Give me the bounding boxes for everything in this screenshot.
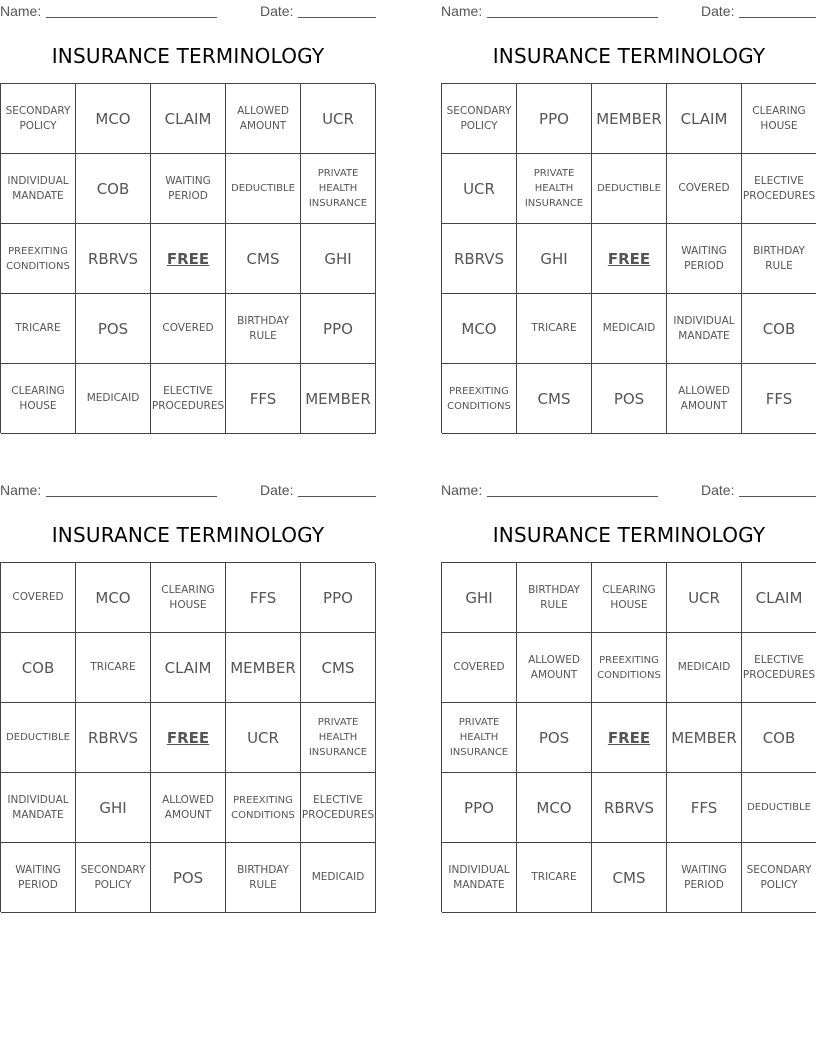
bingo-cell: CLEARING HOUSE — [151, 563, 226, 633]
bingo-cell: WAITING PERIOD — [667, 843, 742, 913]
bingo-cell: ALLOWED AMOUNT — [226, 84, 301, 154]
bingo-cell: PPO — [301, 563, 376, 633]
name-label: Name: — [0, 482, 42, 498]
bingo-grid — [441, 562, 816, 912]
bingo-cell: FFS — [742, 364, 816, 434]
bingo-cell: POS — [592, 364, 667, 434]
bingo-cell: MCO — [76, 563, 151, 633]
bingo-cell: PREEXITING CONDITIONS — [226, 773, 301, 843]
bingo-cell: INDIVIDUAL MANDATE — [1, 773, 76, 843]
bingo-cell: UCR — [226, 703, 301, 773]
bingo-cell: GHI — [442, 563, 517, 633]
date-line — [739, 496, 816, 497]
bingo-cell: INDIVIDUAL MANDATE — [1, 154, 76, 224]
bingo-cell: DEDUCTIBLE — [226, 154, 301, 224]
bingo-cell: ALLOWED AMOUNT — [151, 773, 226, 843]
bingo-cell: UCR — [301, 84, 376, 154]
bingo-cell: CMS — [517, 364, 592, 434]
bingo-cell: CLAIM — [151, 633, 226, 703]
bingo-cell: CLEARING HOUSE — [1, 364, 76, 434]
bingo-cell: CMS — [301, 633, 376, 703]
bingo-grid — [441, 83, 816, 433]
bingo-cell: MEMBER — [667, 703, 742, 773]
bingo-cell: MEDICAID — [592, 294, 667, 364]
free-space: FREE — [592, 703, 667, 773]
name-label: Name: — [441, 3, 483, 19]
bingo-cell: PRIVATE HEALTH INSURANCE — [301, 703, 376, 773]
name-line — [46, 496, 217, 497]
card-header — [441, 479, 816, 501]
bingo-cell: ELECTIVE PROCEDURES — [301, 773, 376, 843]
bingo-cell: PPO — [517, 84, 592, 154]
free-space: FREE — [151, 703, 226, 773]
bingo-cell: ALLOWED AMOUNT — [517, 633, 592, 703]
name-label: Name: — [0, 3, 42, 19]
bingo-cell: UCR — [442, 154, 517, 224]
bingo-cell: TRICARE — [517, 294, 592, 364]
date-label: Date: — [260, 3, 294, 19]
bingo-cell: CLEARING HOUSE — [742, 84, 816, 154]
name-line — [487, 17, 658, 18]
bingo-cell: DEDUCTIBLE — [592, 154, 667, 224]
bingo-cell: PREEXITING CONDITIONS — [1, 224, 76, 294]
bingo-cell: MCO — [517, 773, 592, 843]
bingo-cell: DEDUCTIBLE — [742, 773, 816, 843]
bingo-cell: RBRVS — [442, 224, 517, 294]
card-title: INSURANCE TERMINOLOGY — [51, 44, 325, 68]
bingo-cell: POS — [517, 703, 592, 773]
bingo-cell: FFS — [667, 773, 742, 843]
bingo-cell: UCR — [667, 563, 742, 633]
bingo-cell: GHI — [301, 224, 376, 294]
bingo-cell: MEDICAID — [76, 364, 151, 434]
bingo-cell: TRICARE — [1, 294, 76, 364]
bingo-cell: CMS — [592, 843, 667, 913]
bingo-cell: WAITING PERIOD — [1, 843, 76, 913]
bingo-cell: RBRVS — [76, 224, 151, 294]
bingo-cell: GHI — [517, 224, 592, 294]
bingo-cell: PRIVATE HEALTH INSURANCE — [517, 154, 592, 224]
bingo-cell: WAITING PERIOD — [151, 154, 226, 224]
bingo-cell: ELECTIVE PROCEDURES — [742, 154, 816, 224]
bingo-cell: CLAIM — [667, 84, 742, 154]
bingo-cell: INDIVIDUAL MANDATE — [667, 294, 742, 364]
name-label: Name: — [441, 482, 483, 498]
bingo-cell: SECONDARY POLICY — [742, 843, 816, 913]
card-title: INSURANCE TERMINOLOGY — [51, 523, 325, 547]
bingo-cell: DEDUCTIBLE — [1, 703, 76, 773]
bingo-cell: CLAIM — [151, 84, 226, 154]
name-line — [46, 17, 217, 18]
bingo-cell: RBRVS — [592, 773, 667, 843]
bingo-cell: BIRTHDAY RULE — [226, 294, 301, 364]
card-header — [0, 0, 376, 22]
bingo-cell: FFS — [226, 364, 301, 434]
bingo-cell: MEDICAID — [667, 633, 742, 703]
free-space: FREE — [151, 224, 226, 294]
bingo-cell: MCO — [442, 294, 517, 364]
bingo-cell: COVERED — [1, 563, 76, 633]
bingo-cell: PREEXITING CONDITIONS — [592, 633, 667, 703]
bingo-cell: COB — [1, 633, 76, 703]
bingo-grid — [0, 562, 375, 912]
bingo-cell: MEMBER — [301, 364, 376, 434]
bingo-cell: RBRVS — [76, 703, 151, 773]
bingo-cell: COB — [76, 154, 151, 224]
bingo-cell: PPO — [442, 773, 517, 843]
bingo-cell: MEMBER — [226, 633, 301, 703]
bingo-cell: PREEXITING CONDITIONS — [442, 364, 517, 434]
bingo-cell: WAITING PERIOD — [667, 224, 742, 294]
bingo-cell: COVERED — [151, 294, 226, 364]
bingo-cell: ELECTIVE PROCEDURES — [742, 633, 816, 703]
bingo-cell: COB — [742, 294, 816, 364]
bingo-cell: COVERED — [442, 633, 517, 703]
bingo-cell: MEMBER — [592, 84, 667, 154]
bingo-cell: SECONDARY POLICY — [1, 84, 76, 154]
bingo-cell: MCO — [76, 84, 151, 154]
bingo-cell: COVERED — [667, 154, 742, 224]
bingo-cell: CMS — [226, 224, 301, 294]
name-line — [487, 496, 658, 497]
bingo-cell: CLAIM — [742, 563, 816, 633]
card-header — [441, 0, 816, 22]
bingo-cell: PRIVATE HEALTH INSURANCE — [301, 154, 376, 224]
bingo-cell: CLEARING HOUSE — [592, 563, 667, 633]
bingo-cell: TRICARE — [76, 633, 151, 703]
bingo-cell: POS — [76, 294, 151, 364]
bingo-cell: FFS — [226, 563, 301, 633]
bingo-cell: MEDICAID — [301, 843, 376, 913]
date-line — [298, 496, 376, 497]
card-title: INSURANCE TERMINOLOGY — [492, 44, 766, 68]
bingo-cell: ALLOWED AMOUNT — [667, 364, 742, 434]
free-space: FREE — [592, 224, 667, 294]
bingo-cell: INDIVIDUAL MANDATE — [442, 843, 517, 913]
bingo-cell: GHI — [76, 773, 151, 843]
bingo-cell: COB — [742, 703, 816, 773]
bingo-cell: ELECTIVE PROCEDURES — [151, 364, 226, 434]
date-line — [739, 17, 816, 18]
bingo-cell: PPO — [301, 294, 376, 364]
bingo-cell: SECONDARY POLICY — [76, 843, 151, 913]
date-line — [298, 17, 376, 18]
bingo-grid — [0, 83, 375, 433]
date-label: Date: — [701, 482, 735, 498]
bingo-cell: SECONDARY POLICY — [442, 84, 517, 154]
card-title: INSURANCE TERMINOLOGY — [492, 523, 766, 547]
bingo-cell: POS — [151, 843, 226, 913]
card-header — [0, 479, 376, 501]
bingo-cell: PRIVATE HEALTH INSURANCE — [442, 703, 517, 773]
date-label: Date: — [260, 482, 294, 498]
date-label: Date: — [701, 3, 735, 19]
bingo-cell: TRICARE — [517, 843, 592, 913]
bingo-cell: BIRTHDAY RULE — [226, 843, 301, 913]
bingo-cell: BIRTHDAY RULE — [517, 563, 592, 633]
bingo-cell: BIRTHDAY RULE — [742, 224, 816, 294]
